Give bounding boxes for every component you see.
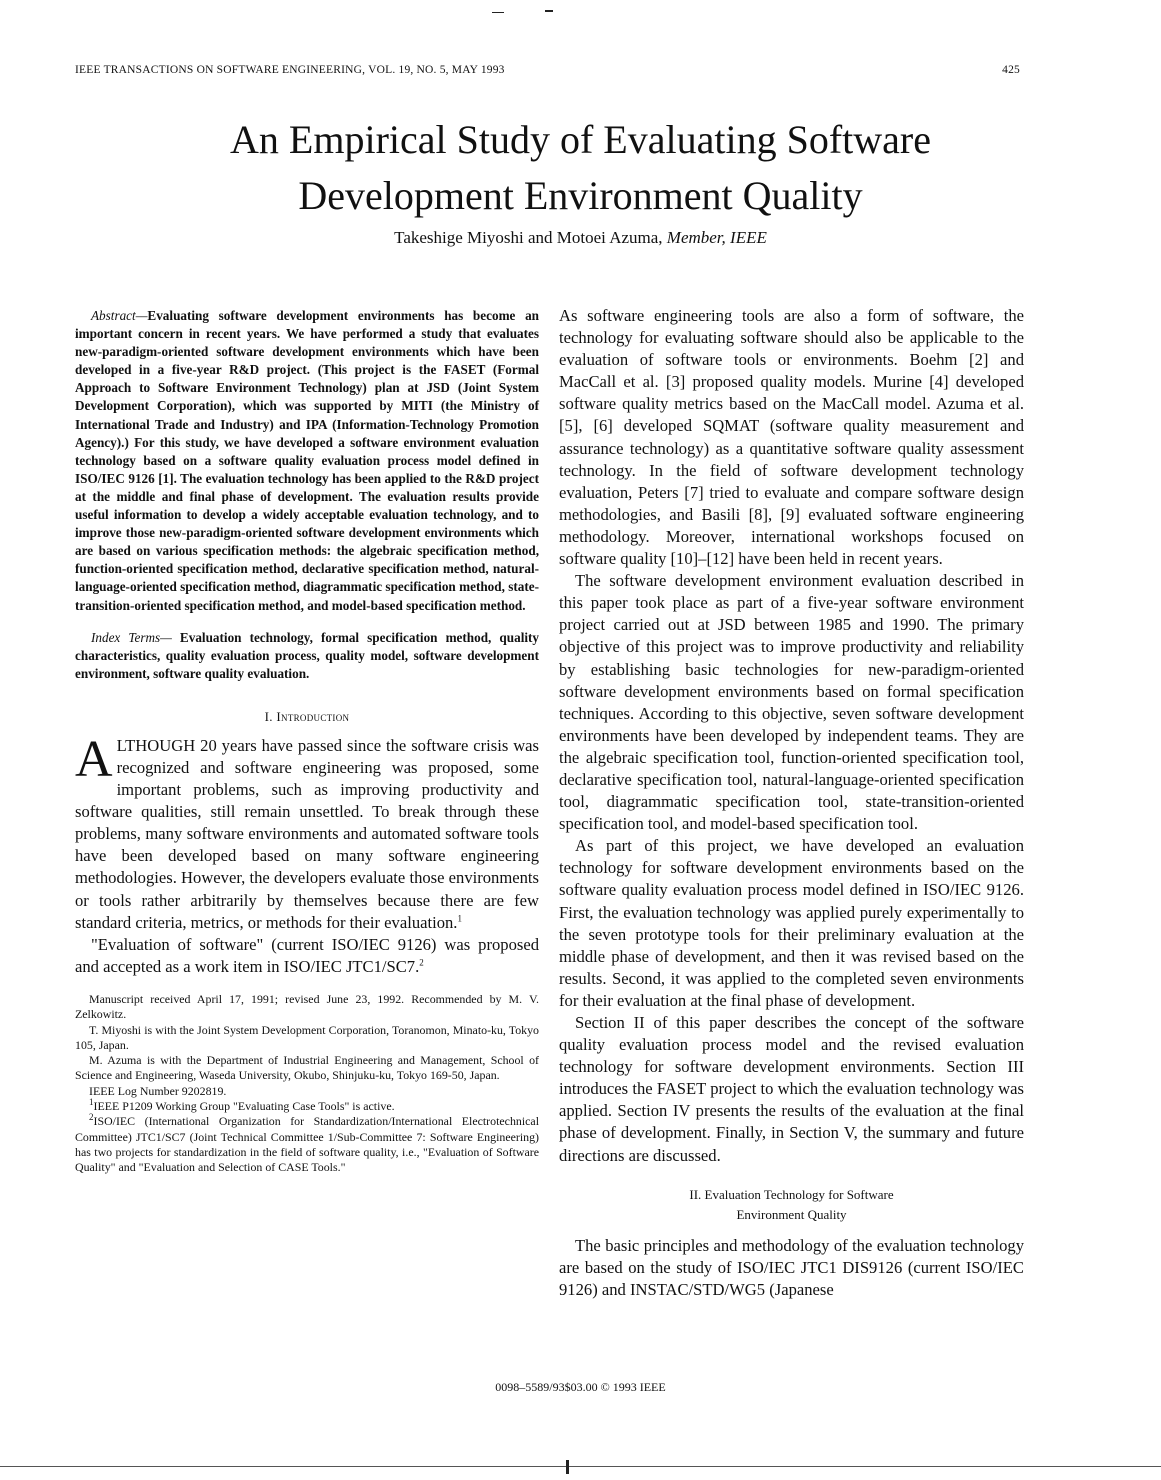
index-terms-text: Evaluation technology, formal specification method, quality characteristics, quality evaluation process, quality model, software development environment, software quality evaluation.	[75, 629, 540, 681]
section-1-number: I.	[264, 708, 273, 724]
right-paragraph-2: The software development environment evaluation described in this paper took place as part of a five-year software environment project carried out at JSD between 1985 and 1990. The primary objective of this project was to improve productivity and reliability by establishing basic technologies for new-paradigm-oriented software development environments based on formal specification techniques. According to this objective, seven software development environments have been developed by independent teams. They are the algebraic specification tool, function-oriented specification tool, declarative specification tool, natural-language-oriented specification tool, diagrammatic specification tool, state-transition-oriented specification tool, and model-based specification tool.	[559, 571, 1024, 834]
section-2-heading	[559, 1185, 1024, 1225]
footnote-author-2: M. Azuma is with the Department of Industrial Engineering and Management, School of Science and Engineering, Waseda University, Okubo, Shinjuku-ku, Tokyo 169-50, Japan.	[75, 1053, 539, 1083]
left-column	[75, 307, 539, 1175]
scan-artifact-bottom-mark	[566, 1460, 569, 1474]
scan-artifact-top-1	[492, 12, 504, 13]
section-2-heading-line-1: II. Evaluation Technology for Software	[689, 1186, 894, 1202]
footnote-1-text: IEEE P1209 Working Group "Evaluating Case Tools" is active.	[93, 1098, 395, 1113]
title-line-1: An Empirical Study of Evaluating Software	[230, 117, 931, 162]
abstract-label: Abstract—	[91, 308, 148, 323]
section-2-heading-line-2: Environment Quality	[736, 1206, 847, 1222]
footnotes	[75, 992, 539, 1176]
author-membership: Member, IEEE	[666, 228, 767, 247]
drop-cap: A	[75, 730, 113, 788]
footnote-1-mark: 1	[89, 1097, 94, 1108]
abstract-text: Evaluating software development environments has become an important concern in recent years. We have performed a study that evaluates new-paradigm-oriented software development environments which have been developed in a five-year R&D project. (This project is the FASET (Formal Approach to Software Environment Technology) plan at JSD (Joint System Development Corporation), which was supported by MITI (the Ministry of International Trade and Industry) and IPA (Information-Technology Promotion Agency).) For this study, we have developed a software environment evaluation technology based on a software quality evaluation process model defined in ISO/IEC 9126 [1]. The evaluation technology has been applied to the R&D project at the middle and final phase of development. The evaluation results provide useful information to develop a widely acceptable evaluation technology, and to improve those new-paradigm-oriented software development environments which are based on various specification methods: the algebraic specification method, function-oriented specification method, declarative specification method, natural-language-oriented specification method, diagrammatic specification method, state-transition-oriented specification method, and model-based specification method.	[75, 308, 539, 613]
right-column	[559, 305, 1024, 1301]
footnote-ref-2: 2	[419, 957, 424, 968]
abstract	[75, 307, 539, 615]
journal-info: IEEE TRANSACTIONS ON SOFTWARE ENGINEERING, VOL. 19, NO. 5, MAY 1993	[75, 64, 505, 76]
footnote-2-mark: 2	[89, 1112, 94, 1123]
scan-artifact-top-2	[545, 10, 553, 12]
right-paragraph-5: The basic principles and methodology of the evaluation technology are based on the study of ISO/IEC JTC1 DIS9126 (current ISO/IEC 9126) and INSTAC/STD/WG5 (Japanese	[559, 1235, 1024, 1299]
index-terms	[75, 629, 539, 683]
section-1-heading	[75, 709, 539, 725]
running-header	[75, 64, 1020, 76]
right-paragraph-4: Section II of this paper describes the concept of the software quality evaluation process model and the revised evaluation technology for software development environments. Section III introduces the FASET project to which the evaluation technology was applied. Section IV presents the results of the evaluation at the final phase of development. Finally, in Section V, the summary and future directions are discussed.	[559, 1013, 1024, 1165]
index-terms-label: Index Terms—	[91, 629, 172, 645]
intro-paragraph-1-text: LTHOUGH 20 years have passed since the software crisis was recognized and software engineering was proposed, some important problems, such as improving productivity and software qualities, still remain unsettled. To break through these problems, many software environments and automated software tools have been developed based on many software engineering methodologies. However, the developers evaluate those environments or tools rather arbitrarily by themselves because there are few standard criteria, metrics, or methods for their evaluation.	[75, 735, 539, 932]
title-line-2: Development Environment Quality	[298, 173, 863, 218]
intro-paragraph-2-text: "Evaluation of software" (current ISO/IEC 9126) was proposed and accepted as a work item in ISO/IEC JTC1/SC7.	[75, 934, 539, 976]
page-number: 425	[1002, 64, 1020, 76]
footnote-manuscript: Manuscript received April 17, 1991; revised June 23, 1992. Recommended by M. V. Zelkowitz.	[75, 991, 539, 1022]
section-1-title: Introduction	[276, 708, 350, 724]
right-paragraph-1: As software engineering tools are also a form of software, the technology for evaluating software should also be applicable to the evaluation of software tools or environments. Boehm [2] and MacCall et al. [3] proposed quality models. Murine [4] developed software quality metrics based on the MacCall model. Azuma et al. [5], [6] developed SQMAT (software quality measurement and assurance technology) as a quantitative software quality assessment technology. In the field of software development technology evaluation, Peters [7] tried to evaluate and compare software design methodologies, and Basili [8], [9] evaluated software engineering methodology. Moreover, international workshops focused on software quality [10]–[12] have been held in recent years.	[559, 306, 1024, 569]
author-names: Takeshige Miyoshi and Motoei Azuma,	[394, 228, 663, 247]
copyright-footer: 0098–5589/93$03.00 © 1993 IEEE	[495, 1380, 666, 1394]
scan-artifact-bottom-rule	[0, 1466, 1161, 1467]
footnote-ref-1: 1	[457, 913, 462, 924]
right-paragraph-3: As part of this project, we have developed an evaluation technology for software development environments based on the software quality evaluation process model defined in ISO/IEC 9126. First, the evaluation technology was applied purely experimentally to the seven prototype tools for their preliminary evaluation at the middle phase of development, and then it was revised based on the results. Second, it was applied to the completed seven environments for their evaluation at the final phase of development.	[559, 836, 1024, 1010]
footnote-1	[75, 1099, 539, 1114]
footnote-2-text: ISO/IEC (International Organization for Standardization/International Electrotechnical Committee) JTC1/SC7 (Joint Technical Committee 1/Sub-Committee 7: Software Engineering) has two projects for standardization in the field of software quality, i.e., "Evaluation of Software Quality" and "Evaluation and Selection of CASE Tools."	[75, 1114, 539, 1175]
intro-paragraph-1	[75, 730, 539, 934]
intro-paragraph-2	[75, 934, 539, 978]
footnote-2	[75, 1114, 539, 1175]
footnote-log-number: IEEE Log Number 9202819.	[89, 1083, 227, 1098]
paper-title	[0, 112, 1161, 224]
footnote-author-1: T. Miyoshi is with the Joint System Development Corporation, Toranomon, Minato-ku, Tokyo 105, Japan.	[75, 1022, 539, 1052]
author-line	[0, 228, 1161, 248]
